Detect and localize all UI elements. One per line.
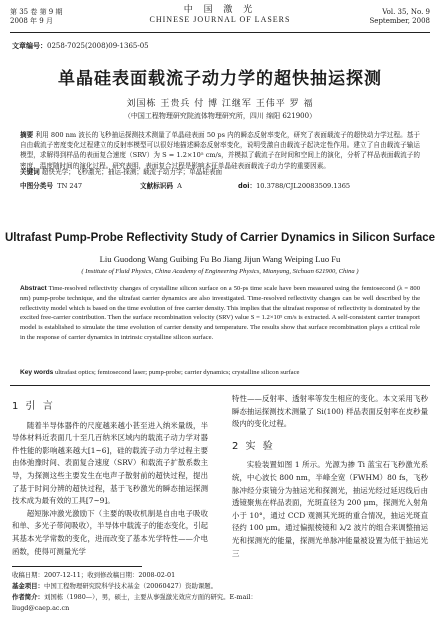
title-cn: 单晶硅表面载流子动力学的超快抽运探测: [58, 69, 382, 89]
intro-paragraph-continued: 特性——反射率、透射率等发生相应的变化。本文采用飞秒瞬态抽运探测技术测量了 Si(100) 样品表面反射率在皮秒量级内的变化过程。: [232, 394, 428, 429]
date-cn: 2008 年 9 月: [10, 17, 53, 25]
keywords-en-text: ultrafast optics; femtosecond laser; pump-probe; carrier dynamics; crystalline silicon surface: [53, 369, 300, 376]
header-rule: [10, 32, 430, 33]
abstract-cn-text: 利用 800 nm 波长的飞秒抽运探测技术测量了单晶硅表面 50 ps 内的瞬态反射率变化，研究了表面载流子的超快动力学过程。基于自由载流子密度变化过程建立的反射率模型可以很好地描述瞬态反射率变化，说明受激自由载流子起决定性作用。建立了自由载流子输运模型，求解得到样品的表面复合速度（SRV）为 S = 1.2×10⁵ cm/s，并模拟了载流子在时间和空间上的演化，分析了样品表面载流子的密度、温度随时间的演化过程。研究表明，表面复合过程是影响本征单晶硅表面载流子动力学的重要因素。: [20, 131, 421, 170]
footnote: [12, 570, 312, 614]
authors-cn: 刘国栋 王贵兵 付 博 江继军 王伟平 罗 福: [126, 99, 314, 109]
author-bio-text: 刘国栋（1980—），男，硕士，主要从事强激光效应方面的研究。E-mail：liugd@caep.ac.cn: [12, 593, 257, 612]
keywords-cn-label: 关键词: [20, 168, 40, 176]
article-number-label: 文章编号：: [12, 41, 47, 50]
intro-paragraph-2: 超短脉冲激光激励下（主要的吸收机制是自由电子吸收和单、多光子带间吸收），半导体中载流子的能态变化，引起其基本光学常数的变化，进而改变了基本光学特性——介电函数，使得可测量光学: [12, 508, 208, 556]
keywords-cn: [20, 167, 420, 177]
fund-label: 基金项目：: [12, 582, 44, 590]
affiliation-en: ( Institute of Fluid Physics, China Academy of Engineering Physics, Mianyang, Sichuan 621900, China ): [81, 268, 359, 275]
abstract-cn: [20, 130, 420, 171]
doc-code: [140, 180, 182, 190]
header-right: [370, 8, 430, 26]
doi-label: doi：: [238, 182, 257, 190]
article-number: [12, 41, 149, 51]
clc-value: TN 247: [57, 182, 83, 190]
received-date: 收稿日期：2007-12-11；收到修改稿日期：2008-02-01: [12, 571, 176, 579]
title-en: Ultrafast Pump-Probe Reflectivity Study of Carrier Dynamics in Silicon Surface: [4, 232, 436, 244]
authors-en: Liu Guodong Wang Guibing Fu Bo Jiang Jijun Wang Weiping Luo Fu: [99, 254, 341, 264]
journal-name-cn: 中 国 激 光: [183, 5, 257, 15]
running-header: [10, 6, 430, 32]
abstract-en: [20, 284, 420, 343]
section-heading-introduction: 1 引 言: [12, 401, 55, 412]
affiliation-cn: （中国工程物理研究院流体物理研究所，四川 绵阳 621900）: [123, 112, 317, 120]
experiment-paragraph-1: 实验装置如图 1 所示。光源为掺 Ti 蓝宝石飞秒激光系统，中心波长 800 nm，半峰全宽（FWHM）80 fs，飞秒脉冲经分束镜分为抽运光和探测光，抽运光经过延迟线后由透镜聚焦在样品表面，光斑直径为 200 μm，探测光入射角小于 10°，通过 CCD 观测其光斑的重合情况，抽运光斑直径约 100 μm。通过偏振棱镜和 λ/2 波片的组合来调整抽运光和探测光的能量，探测光单脉冲能量被设置为低于抽运光三: [232, 460, 428, 558]
journal-name-en: CHINESE JOURNAL OF LASERS: [149, 15, 291, 24]
keywords-en: [20, 369, 420, 376]
clc-label: 中图分类号: [20, 182, 53, 190]
keywords-en-label: Key words: [20, 369, 54, 376]
doc-value: A: [177, 182, 182, 190]
fund-text: 中国工程物理研究院科学技术基金（20060427）资助课题。: [43, 582, 218, 590]
body-column-left: [12, 393, 208, 558]
article-number-value: 0258-7025(2008)09-1365-05: [47, 42, 149, 50]
footnote-rule: [12, 566, 142, 567]
author-bio-line: [12, 592, 312, 614]
keywords-cn-text: 超快光学；飞秒激光；抽运-探测；载流子动力学；单晶硅表面: [39, 168, 223, 176]
fund-line: [12, 581, 312, 592]
abstract-en-text: Time-resolved reflectivity changes of crystalline silicon surface on a 50-ps time scale have been measured using the femtosecond (λ = 800 nm) pump-probe technique, and the ultrafast carrier dynamics are also investigated. Time-resolved reflectivity changes can be well described by the reflectivity model which is based on the time evolution of free carrier density. This implies that the ultrafast response of reflectivity is dominated by the excited free-carrier contribution. Then the surface recombination velocity (SRV) value S = 1.2×10⁵ cm/s is extracted. A self-consistent carrier transport model is established to simulate the time evolution of carrier density and temperature. The results show that surface recombination plays a critical role in the response of carrier dynamics in intrinsic crystalline silicon surface.: [20, 285, 420, 341]
author-bio-label: 作者简介：: [12, 593, 44, 601]
doc-label: 文献标识码: [140, 182, 173, 190]
date-en: September, 2008: [369, 17, 430, 25]
classification-cn: [20, 180, 420, 190]
clc-number: [20, 180, 82, 190]
abstract-en-label: Abstract: [20, 285, 47, 292]
volume-cn: 第 35 卷 第 9 期: [10, 8, 63, 16]
section-heading-experiment: 2 实 验: [232, 440, 275, 452]
doi-value: 10.3788/CJL20083509.1365: [256, 182, 351, 190]
doi: [238, 180, 350, 190]
body-column-right: [232, 393, 428, 560]
abstract-rule: [10, 385, 430, 386]
intro-paragraph-1: 随着半导体器件的尺度越来越小甚至进入纳米量级，半导体材料近表面几十至几百纳米区域内的载流子动力学对器件性能的影响越来越大[1~6]，硅的载流子动力学过程主要由体弛豫时间、表面复合速度（SRV）和载流子扩散系数主导，为探测这些主要发生在电声子散射前的超快过程，提出了基于时间分辨的超快过程，基于飞秒激光的瞬态抽运探测技术成为最有效的工具[7~9]。: [12, 420, 208, 506]
header-center: [10, 6, 430, 24]
abstract-cn-label: 摘要: [20, 131, 34, 139]
volume-en: Vol. 35, No. 9: [382, 8, 430, 16]
